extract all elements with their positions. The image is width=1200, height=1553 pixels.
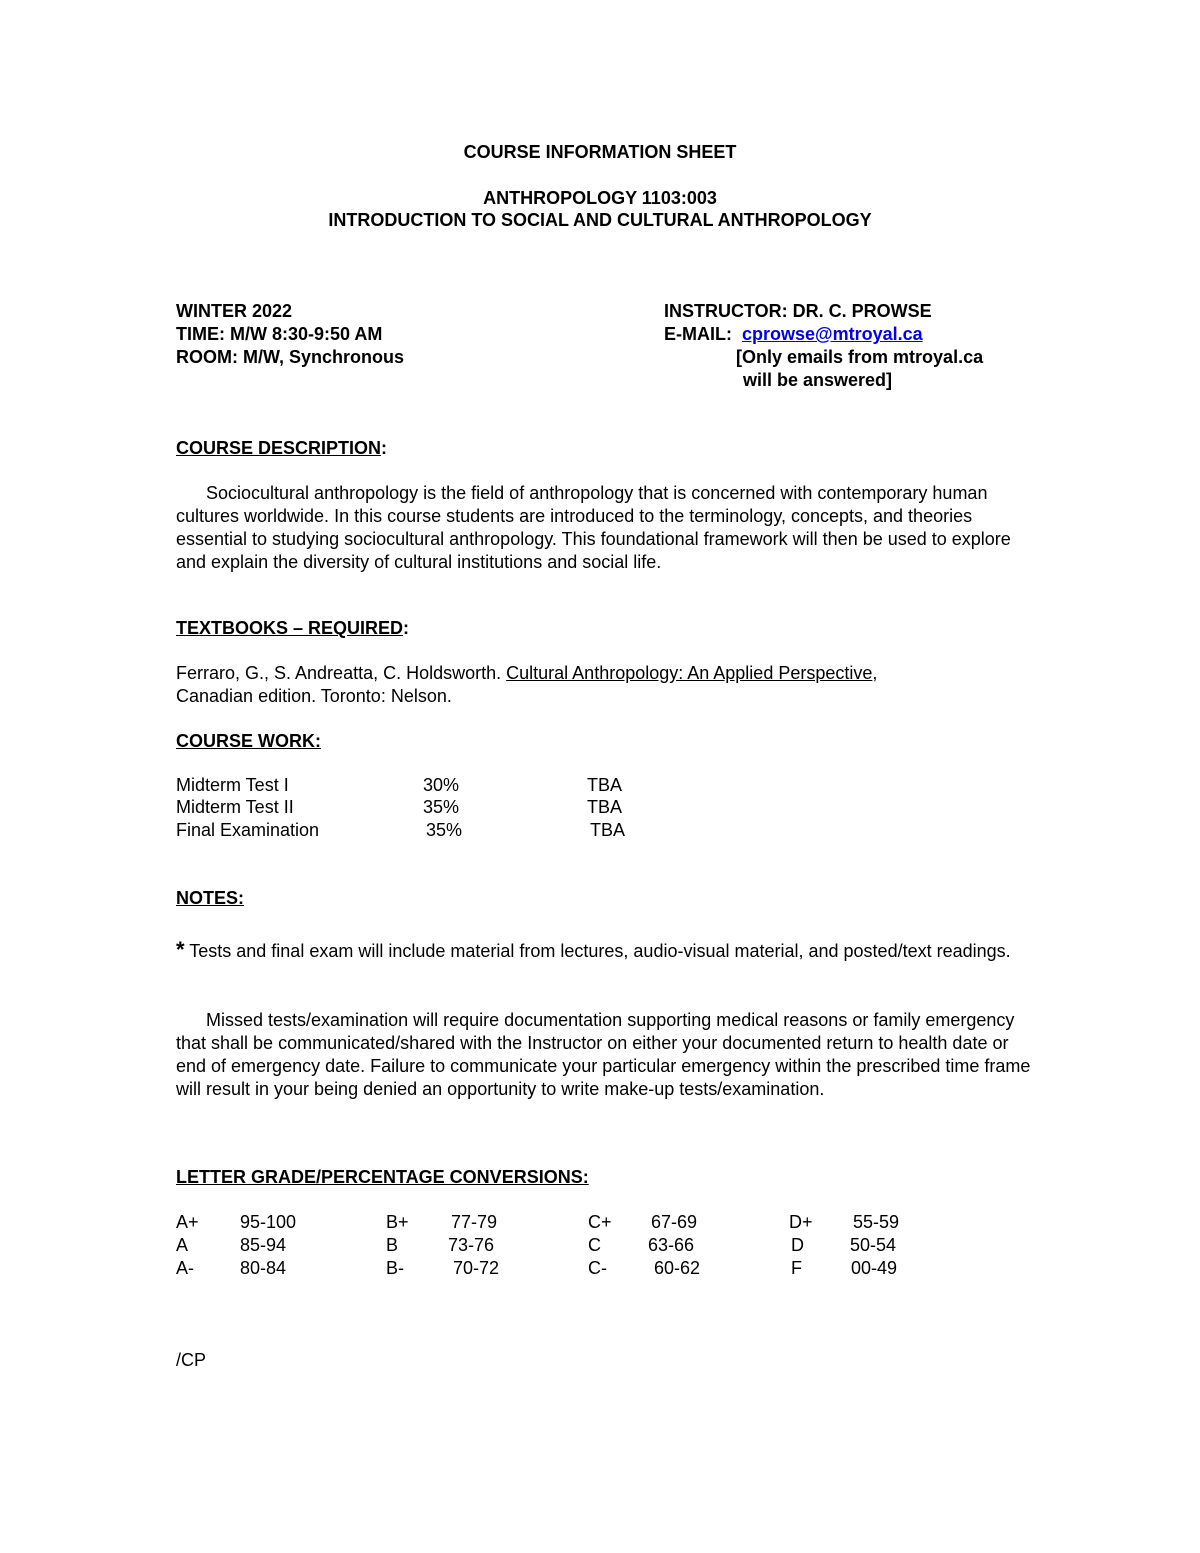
textbooks-heading-text: TEXTBOOKS – REQUIRED — [176, 618, 404, 638]
grade-letter: A- — [176, 1258, 194, 1278]
heading-colon: : — [403, 618, 410, 638]
course-description-heading — [176, 437, 387, 459]
textbook-title: Cultural Anthropology: An Applied Perspective — [506, 663, 873, 683]
grade-range: 63-66 — [648, 1235, 695, 1255]
grade-range: 60-62 — [654, 1258, 701, 1278]
coursework-item-name: Midterm Test II — [176, 797, 294, 817]
document-title: COURSE INFORMATION SHEET — [463, 142, 737, 162]
textbook-authors: Ferraro, G., S. Andreatta, C. Holdsworth. — [176, 663, 507, 683]
textbook-citation-line-1 — [176, 662, 877, 684]
grade-range: 00-49 — [851, 1258, 898, 1278]
course-description-text: Sociocultural anthropology is the field of anthropology that is concerned with contemporary human cultures worldwide. In this course students are introduced to the terminology, concepts, and theories essential to studying sociocultural anthropology. This foundational framework will then be used to explore and explain the diversity of cultural institutions and social life. — [176, 483, 1011, 572]
grade-letter: B- — [386, 1258, 404, 1278]
coursework-item-weight: 35% — [423, 797, 460, 817]
email-row — [664, 323, 923, 345]
grade-range: 80-84 — [240, 1258, 287, 1278]
grade-range: 95-100 — [240, 1212, 297, 1232]
coursework-item-weight: 30% — [423, 775, 460, 795]
textbooks-heading — [176, 617, 409, 639]
note-missed-tests: Missed tests/examination will require documentation supporting medical reasons or family emergency that shall be communicated/shared with the Instructor on either your documented return to health date or end of emergency date. Failure to communicate your particular emergency within the prescribed time frame will result in your being denied an opportunity to write make-up tests/examination. — [176, 1010, 1031, 1099]
email-note-line-2: will be answered] — [743, 370, 893, 390]
coursework-item-date: TBA — [590, 820, 626, 840]
grade-range: 50-54 — [850, 1235, 897, 1255]
coursework-item-weight: 35% — [426, 820, 463, 840]
asterisk-marker: * — [176, 937, 185, 962]
textbook-comma: , — [872, 663, 878, 683]
notes-heading: NOTES: — [176, 888, 245, 908]
course-description-heading-text: COURSE DESCRIPTION — [176, 438, 382, 458]
grade-letter: A+ — [176, 1212, 199, 1232]
coursework-item-date: TBA — [587, 797, 623, 817]
course-name: INTRODUCTION TO SOCIAL AND CULTURAL ANTHROPOLOGY — [328, 210, 872, 230]
grade-letter: A — [176, 1235, 189, 1255]
grade-letter: B — [386, 1235, 399, 1255]
grade-letter: D+ — [789, 1212, 813, 1232]
grade-range: 85-94 — [240, 1235, 287, 1255]
course-work-heading: COURSE WORK: — [176, 731, 321, 751]
course-code: ANTHROPOLOGY 1103:003 — [483, 188, 717, 208]
author-initials: /CP — [176, 1350, 207, 1370]
grade-letter: B+ — [386, 1212, 409, 1232]
term: WINTER 2022 — [176, 301, 293, 321]
class-time: TIME: M/W 8:30-9:50 AM — [176, 324, 383, 344]
coursework-item-name: Final Examination — [176, 820, 320, 840]
grade-range: 67-69 — [651, 1212, 698, 1232]
grade-letter: C- — [588, 1258, 607, 1278]
note-tests-content — [176, 938, 1036, 963]
grade-letter: F — [791, 1258, 802, 1278]
grade-range: 70-72 — [453, 1258, 500, 1278]
grade-range: 55-59 — [853, 1212, 900, 1232]
grade-letter: C+ — [588, 1212, 612, 1232]
email-note-line-1: [Only emails from mtroyal.ca — [736, 347, 984, 367]
instructor: INSTRUCTOR: DR. C. PROWSE — [664, 301, 932, 321]
grade-letter: C — [588, 1235, 601, 1255]
coursework-item-date: TBA — [587, 775, 623, 795]
grade-conversions-heading: LETTER GRADE/PERCENTAGE CONVERSIONS: — [176, 1167, 589, 1187]
grade-letter: D — [791, 1235, 804, 1255]
email-link[interactable]: cprowse@mtroyal.ca — [742, 324, 923, 344]
grade-range: 77-79 — [451, 1212, 498, 1232]
email-label: E-MAIL: — [664, 324, 732, 344]
textbook-citation-line-2: Canadian edition. Toronto: Nelson. — [176, 686, 452, 706]
grade-range: 73-76 — [448, 1235, 495, 1255]
note-tests-text: Tests and final exam will include material from lectures, audio-visual material, and posted/text readings. — [189, 941, 1011, 961]
class-room: ROOM: M/W, Synchronous — [176, 347, 404, 367]
coursework-item-name: Midterm Test I — [176, 775, 289, 795]
heading-colon: : — [381, 438, 388, 458]
